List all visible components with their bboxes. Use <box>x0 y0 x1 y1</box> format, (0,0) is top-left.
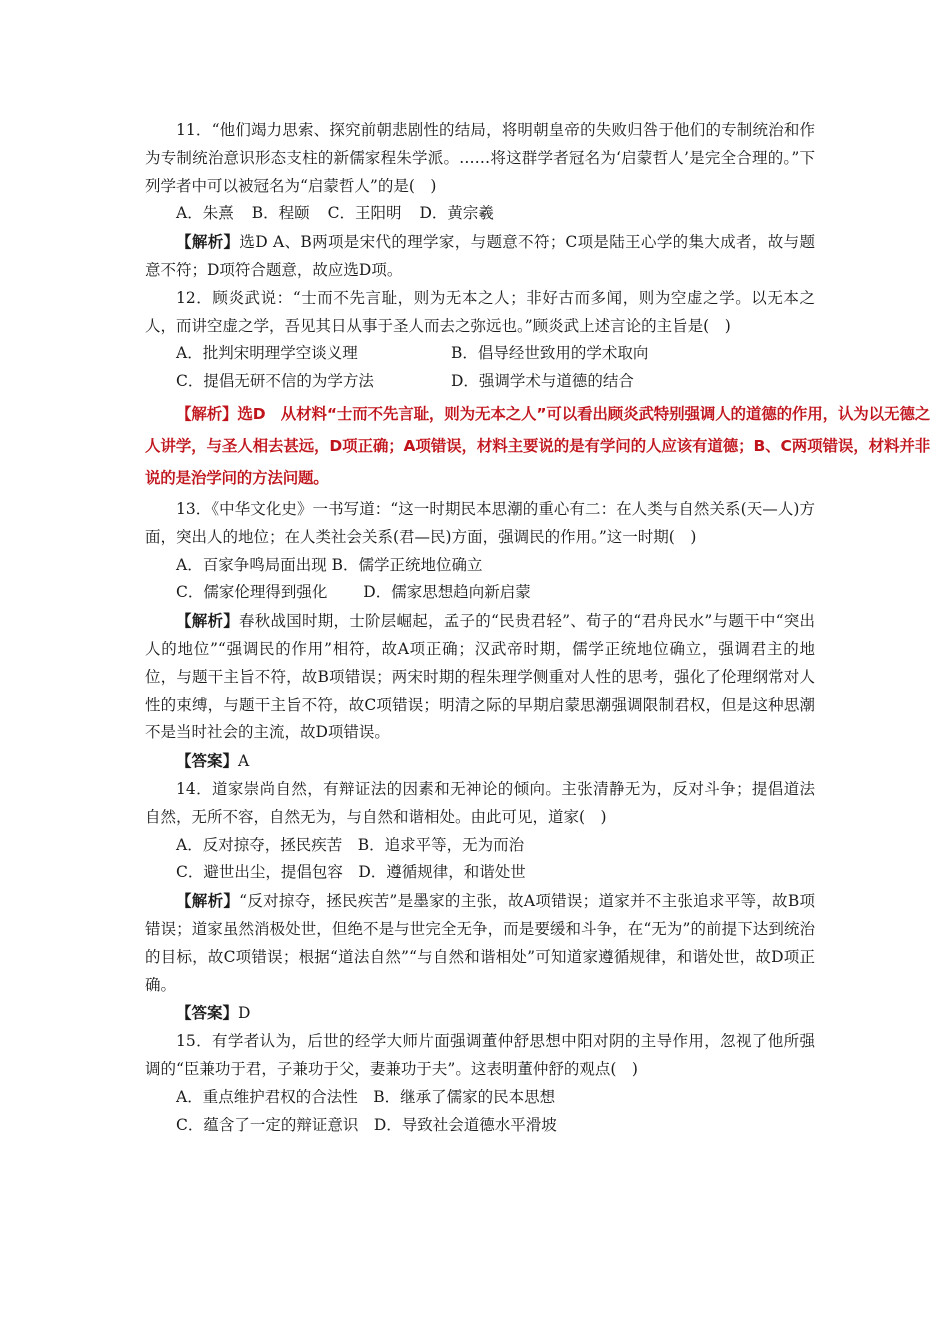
question-13-options-row-2: C．儒家伦理得到强化 D．儒家思想趋向新启蒙 <box>176 583 531 602</box>
question-14-options-row-1: A．反对掠夺，拯民疾苦 B．追求平等，无为而治 <box>176 835 525 854</box>
page-content <box>145 117 930 1139</box>
question-13-answer <box>145 747 815 776</box>
q12-option-b: B．倡导经世致用的学术取向 <box>451 344 649 363</box>
q11-option-c: C．王阳明 <box>327 204 402 223</box>
q11-option-a: A．朱熹 <box>176 204 234 223</box>
q12-option-c: C．提倡无研不信的为学方法 <box>176 372 374 391</box>
question-12-stem: 12．顾炎武说：“士而不先言耻，则为无本之人；非好古而多闻，则为空虚之学。以无本之人，而讲空虚之学，吾见其日从事于圣人而去之弥远也。”顾炎武上述言论的主旨是( ) <box>145 288 815 335</box>
question-11-options <box>145 200 815 228</box>
question-11-stem: 11．“他们竭力思索、探究前朝悲剧性的结局，将明朝皇帝的失败归咎于他们的专制统治和作为专制统治意识形态支柱的新儒家程朱学派。……将这群学者冠名为‘启蒙哲人’是完全合理的。”下列学者中可以被冠名为“启蒙哲人”的是( ) <box>145 121 815 195</box>
question-11-analysis <box>145 228 815 285</box>
q12-option-d: D．强调学术与道德的结合 <box>451 372 634 391</box>
question-15-stem: 15．有学者认为，后世的经学大师片面强调董仲舒思想中阳对阴的主导作用，忽视了他所强调的“臣兼功于君，子兼功于父，妻兼功于夫”。这表明董仲舒的观点( ) <box>145 1032 815 1078</box>
analysis-tag: 【解析】 <box>176 232 240 252</box>
analysis-text: “反对掠夺，拯民疾苦”是墨家的主张，故A项错误；道家并不主张追求平等，故B项错误；道家虽然消极处世，但绝不是与世完全无争，而是要缓和斗争，在“无为”的前提下达到统治的目标，故C项错误；根据“道法自然”“与自然和谐相处”可知道家遵循规律，和谐处世，故D项正确。 <box>145 892 815 994</box>
question-14-analysis <box>145 887 815 999</box>
answer-tag: 【答案】 <box>176 751 239 771</box>
question-12-options-row-2 <box>145 368 815 396</box>
q11-option-b: B．程颐 <box>251 204 310 223</box>
question-14-answer <box>145 999 815 1028</box>
question-15-options-row-1: A．重点维护君权的合法性 B．继承了儒家的民本思想 <box>176 1087 556 1106</box>
question-14-stem: 14．道家崇尚自然，有辩证法的因素和无神论的倾向。主张清静无为，反对斗争；提倡道法自然，无所不容，自然无为，与自然和谐相处。由此可见，道家( ) <box>145 779 815 826</box>
analysis-tag: 【解析】 <box>176 891 240 911</box>
question-13-options-row-1: A．百家争鸣局面出现 B．儒学正统地位确立 <box>176 555 483 574</box>
answer-tag: 【答案】 <box>176 1003 239 1023</box>
question-13-stem: 13．《中华文化史》一书写道：“这一时期民本思潮的重心有二：在人类与自然关系(天—人)方面，突出人的地位；在人类社会关系(君—民)方面，强调民的作用。”这一时期( ) <box>145 499 815 546</box>
question-15-options-row-2: C．蕴含了一定的辩证意识 D．导致社会道德水平滑坡 <box>176 1115 557 1134</box>
q11-option-d: D．黄宗羲 <box>419 204 494 223</box>
question-13-analysis <box>145 607 815 747</box>
q12-option-a: A．批判宋明理学空谈义理 <box>176 344 358 363</box>
answer-value: A <box>238 752 250 771</box>
question-12-options-row-1 <box>145 340 815 368</box>
question-14-options-row-2: C．避世出尘，提倡包容 D．遵循规律，和谐处世 <box>176 863 526 882</box>
analysis-text: 春秋战国时期，士阶层崛起，孟子的“民贵君轻”、荀子的“君舟民水”与题干中“突出人的地位”“强调民的作用”相符，故A项正确；汉武帝时期，儒学正统地位确立，强调君主的地位，与题干主旨不符，故B项错误；两宋时期的程朱理学侧重对人性的思考，强化了伦理纲常对人性的束缚，与题干主旨不符，故C项错误；明清之际的早期启蒙思潮强调限制君权，但是这种思潮不是当时社会的主流，故D项错误。 <box>145 612 815 742</box>
analysis-text: 选D A、B两项是宋代的理学家，与题意不符；C项是陆王心学的集大成者，故与题意不符；D项符合题意，故应选D项。 <box>145 233 815 279</box>
answer-value: D <box>238 1004 251 1023</box>
question-12-analysis-highlighted: 【解析】选D 从材料“士而不先言耻，则为无本之人”可以看出顾炎武特别强调人的道德的作用，认为以无德之人讲学，与圣人相去甚远，D项正确；A项错误，材料主要说的是有学问的人应该有道德；B、C两项错误，材料并非说的是治学问的方法问题。 <box>145 404 930 487</box>
analysis-tag: 【解析】 <box>176 611 239 631</box>
